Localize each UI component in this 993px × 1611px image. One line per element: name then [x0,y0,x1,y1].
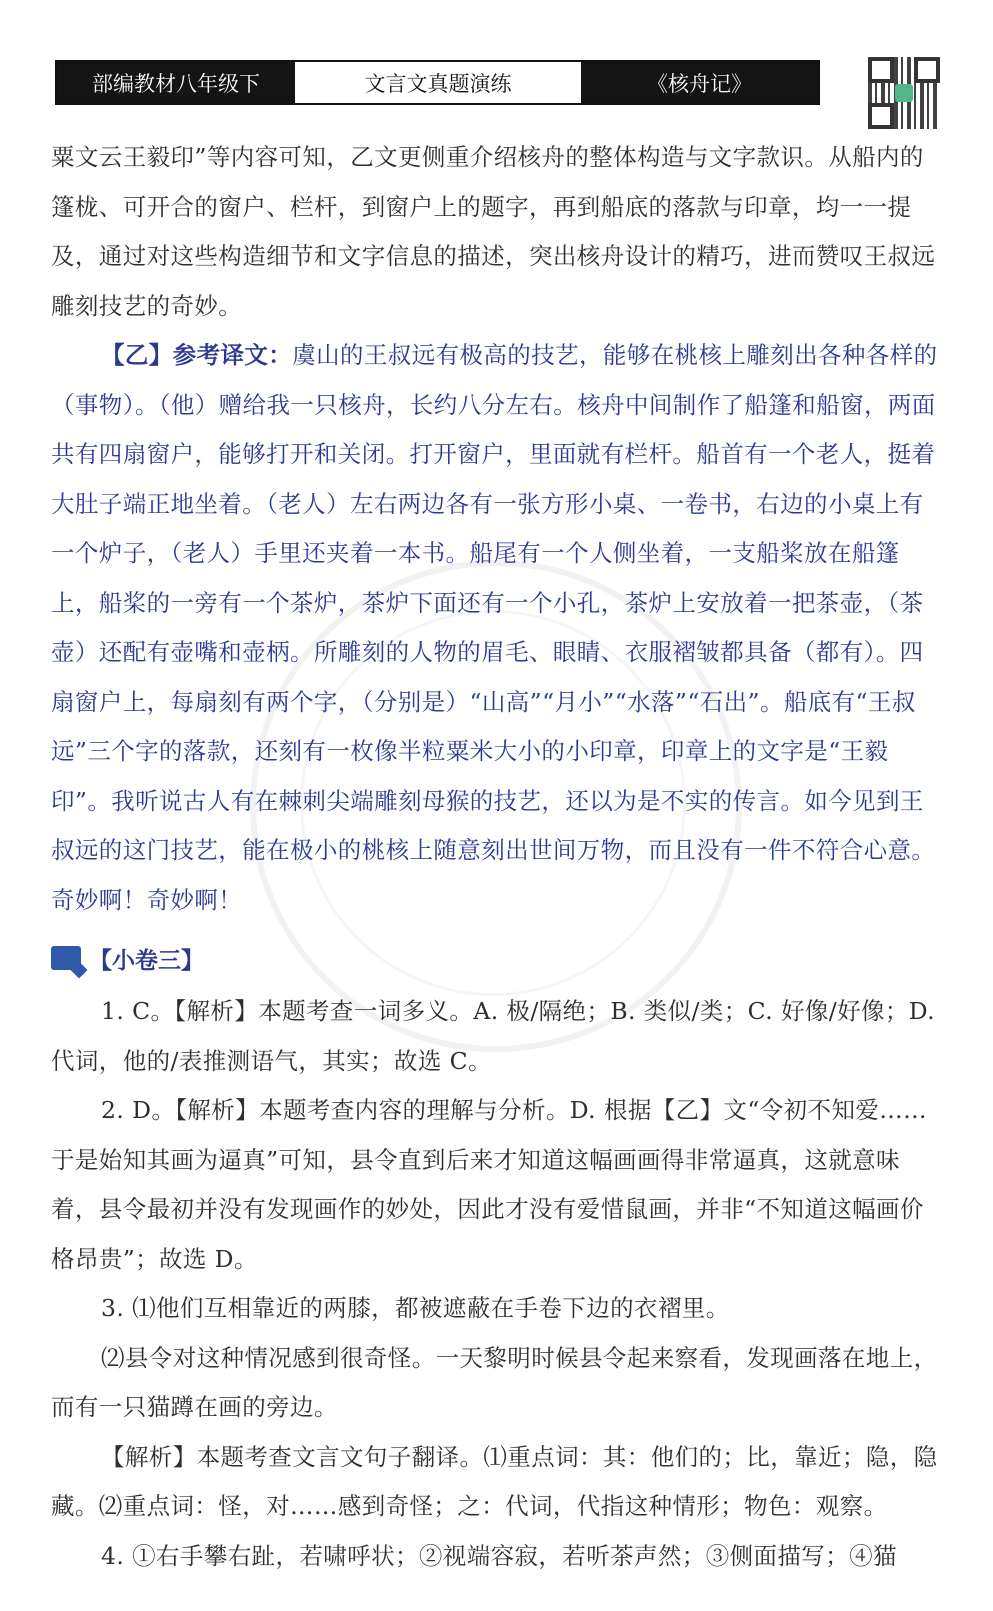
translation-text: 虞山的王叔远有极高的技艺，能够在桃核上雕刻出各种各样的（事物）。（他）赠给我一只核舟，长约八分左右。核舟中间制作了船篷和船窗，两面共有四扇窗户，能够打开和关闭。打开窗户，里面就有栏杆。船首有一个老人，挺着大肚子端正地坐着。（老人）左右两边各有一张方形小桌、一卷书，右边的小桌上有一个炉子，（老人）手里还夹着一本书。船尾有一个人侧坐着，一支船桨放在船篷上，船桨的一旁有一个茶炉，茶炉下面还有一个小孔，茶炉上安放着一把茶壶，（茶壶）还配有壶嘴和壶柄。所雕刻的人物的眉毛、眼睛、衣服褶皱都具备（都有）。四扇窗户上，每扇刻有两个字，（分别是）“山高”“月小”“水落”“石出”。船底有“王叔远”三个字的落款，还刻有一枚像半粒粟米大小的小印章，印章上的文字是“王毅印”。我听说古人有在棘刺尖端雕刻母猴的技艺，还以为是不实的传言。如今见到王叔远的这门技艺，能在极小的桃核上随意刻出世间万物，而且没有一件不符合心意。奇妙啊！奇妙啊！ [51,341,938,914]
answer-item: ⑵县令对这种情况感到很奇怪。一天黎明时候县令起来察看，发现画落在地上，而有一只猫蹲在画的旁边。 [51,1343,938,1421]
section-title: 【小卷三】 [89,946,204,974]
answer-item: 2. D。【解析】本题考查内容的理解与分析。D. 根据【乙】文“令初不知爱……于是始知其画为逼真”可知，县令直到后来才知道这幅画画得非常逼真，这就意味着，县令最初并没有发现画作的妙处，因此才没有爱惜鼠画，并非“不知道这幅画价格昂贵”；故选 D。 [51,1096,928,1273]
translation-label: 【乙】参考译文： [101,341,293,369]
answer-item: 1. C。【解析】本题考查一词多义。A. 极/隔绝；B. 类似/类；C. 好像/好像；D. 代词，他的/表推测语气，其实；故选 C。 [51,997,936,1075]
answer-item: 4. ①右手攀右趾，若啸呼状；②视端容寂，若听茶声然；③侧面描写；④猫 [101,1541,897,1570]
answer-item: 【解析】本题考查文言文句子翻译。⑴重点词：其：他们的；比，靠近；隐，隐藏。⑵重点词：怪，对……感到奇怪；之：代词，代指这种情形；物色：观察。 [51,1442,938,1520]
header-grade-label: 部编教材八年级下 [57,62,295,103]
answer-item: 3. ⑴他们互相靠近的两膝，都被遮蔽在手卷下边的衣褶里。 [101,1294,730,1322]
page-header [55,60,820,105]
page-content [51,133,946,1581]
translation-paragraph [51,331,946,925]
header-lesson-label: 《核舟记》 [581,62,818,103]
qr-code-icon [868,57,940,129]
qr-corner-marker [868,103,894,129]
chat-bubble-icon [51,946,81,970]
analysis-paragraph: 粟文云王毅印”等内容可知，乙文更侧重介绍核舟的整体构造与文字款识。从船内的篷栊、可开合的窗户、栏杆，到窗户上的题字，再到船底的落款与印章，均一一提及，通过对这些构造细节和文字信息的描述，突出核舟设计的精巧，进而赞叹王叔远雕刻技艺的奇妙。 [51,143,936,320]
header-topic-label: 文言文真题演练 [295,62,581,103]
section-heading [51,929,946,987]
qr-logo-icon [895,84,913,102]
